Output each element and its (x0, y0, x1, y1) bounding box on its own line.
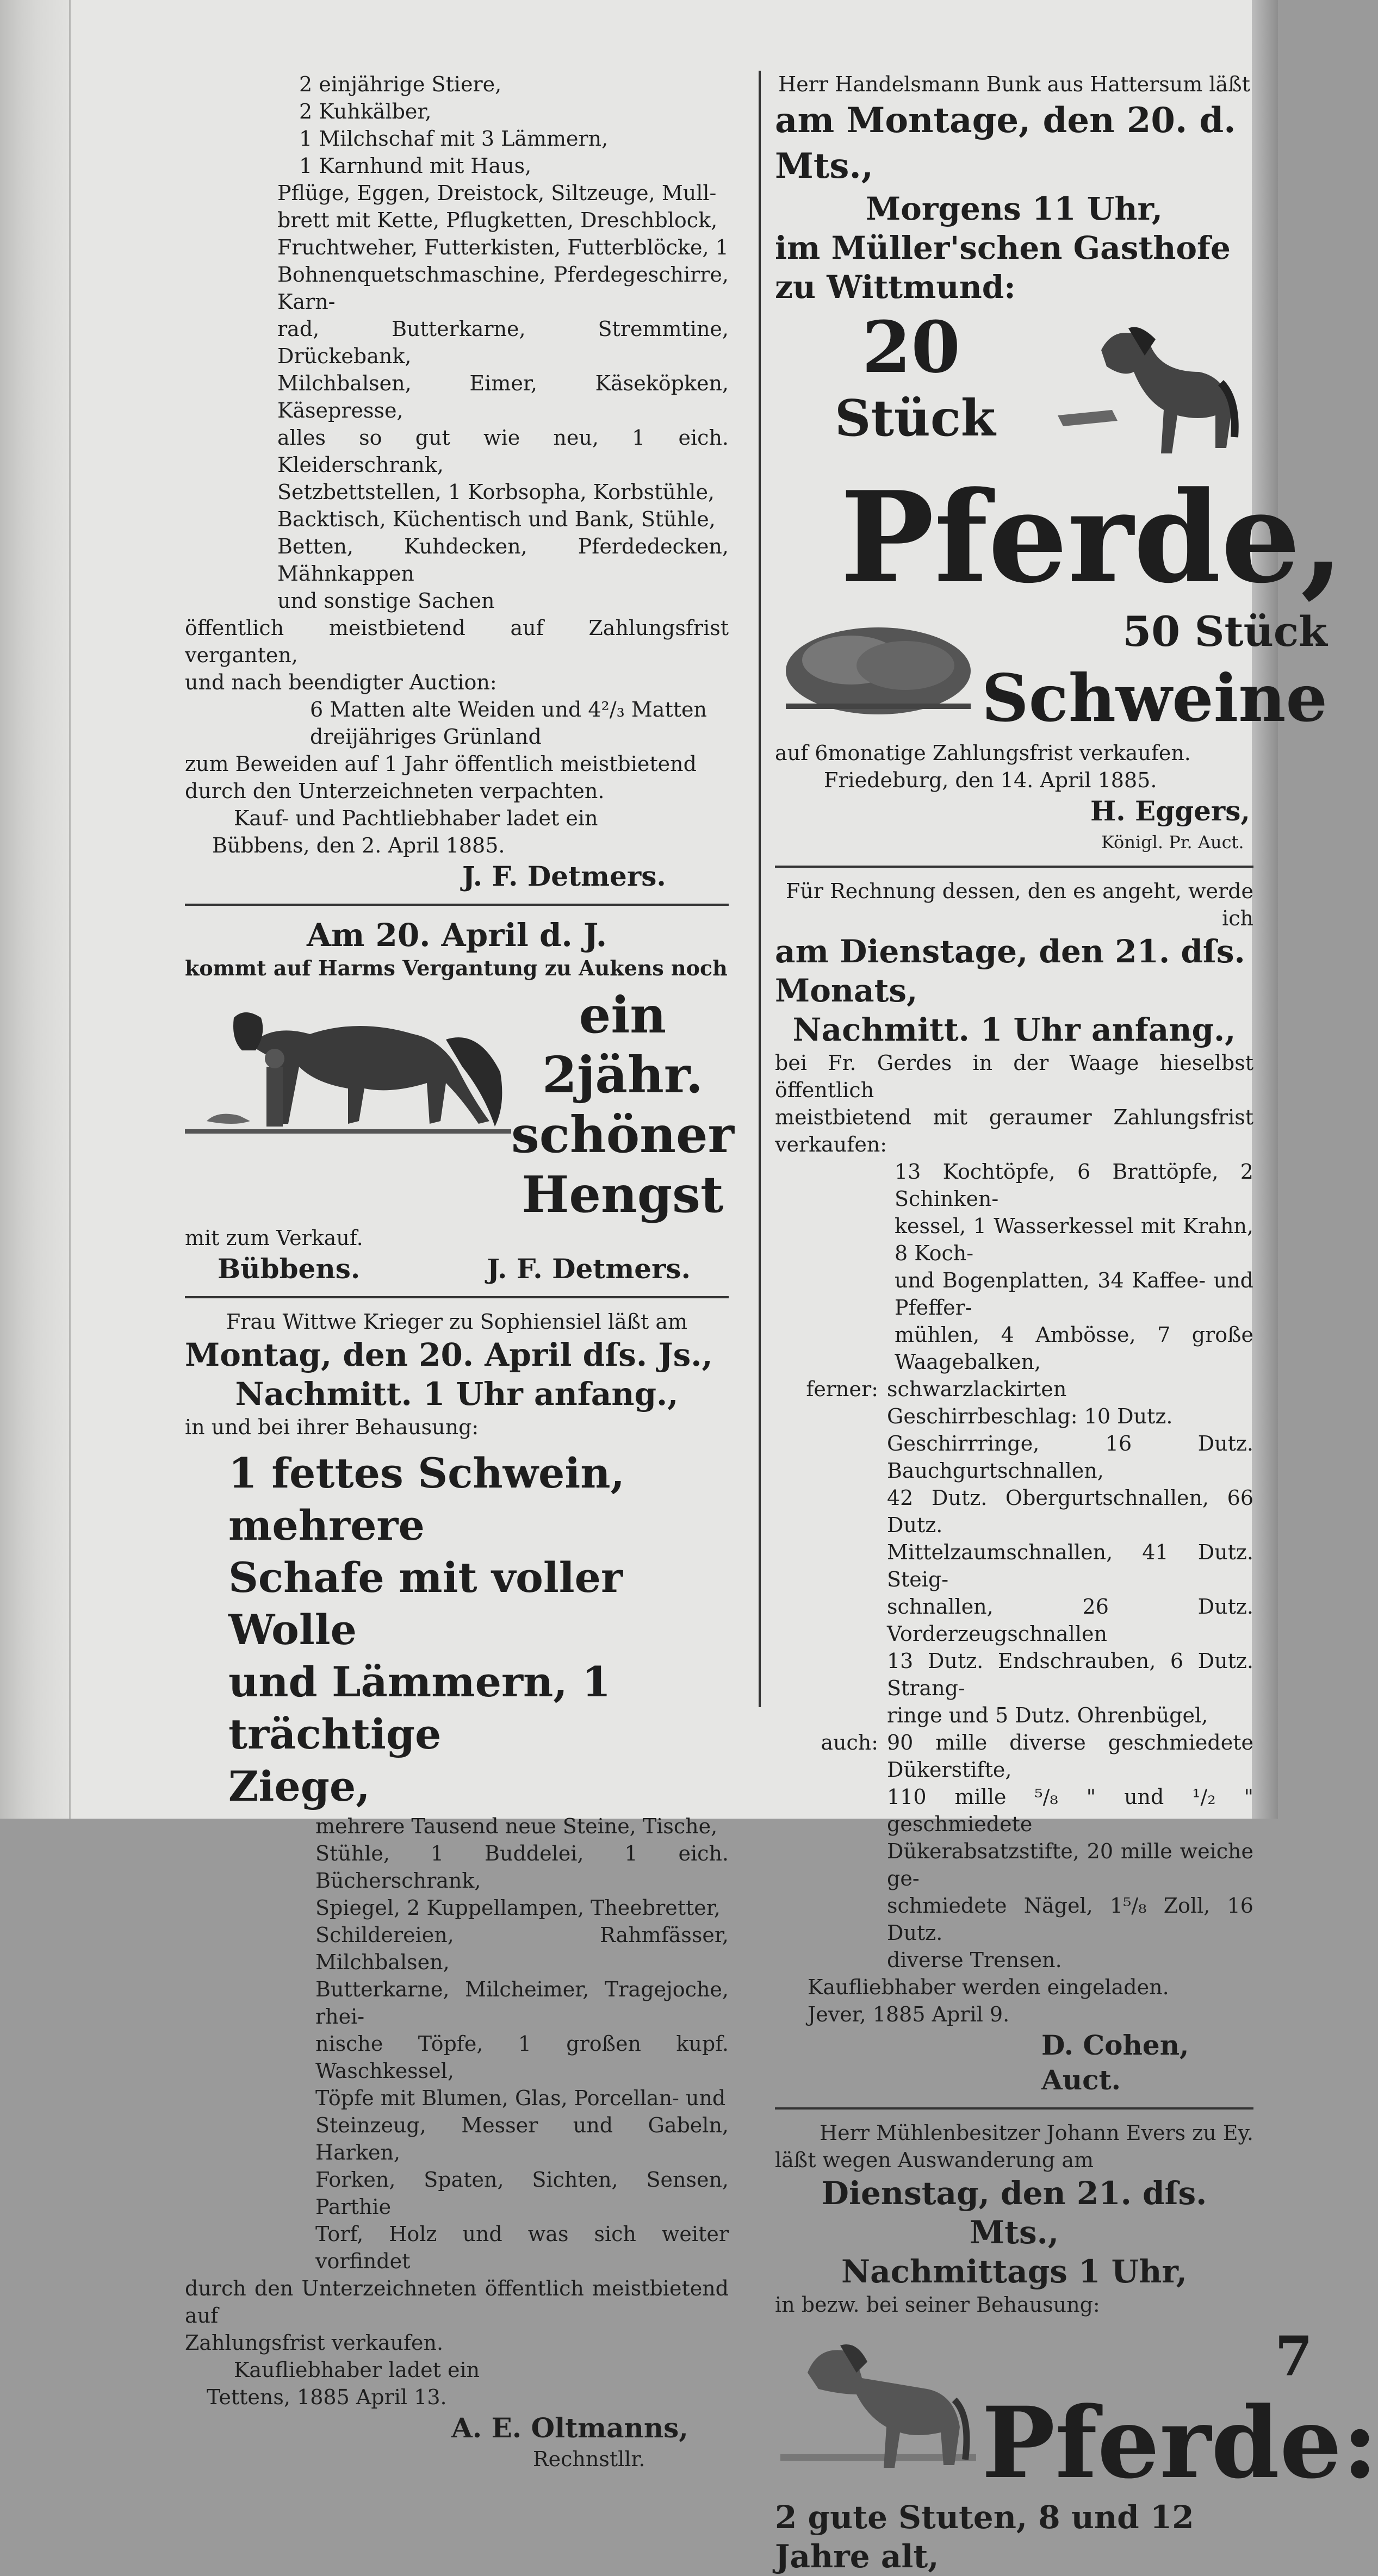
item-line: Milchbalsen, Eimer, Käseköpken, Käsepresse, (277, 371, 729, 422)
place-date: Bübbens, den 2. April 1885. (212, 833, 505, 857)
item-line: Butterkarne, Milcheimer, Tragejoche, rhei- (315, 1977, 729, 2029)
ad-time: Nachmitt. 1 Uhr anfang., (792, 1011, 1236, 1048)
signature: H. Eggers, (1090, 795, 1250, 827)
ad-number: 50 Stück (1122, 607, 1327, 656)
auction-ad-hengst (185, 916, 734, 1286)
ad-time: Morgens 11 Uhr, (865, 190, 1163, 227)
ad-separator (775, 2107, 1253, 2110)
item-line: schwarzlackirten Geschirrbeschlag: 10 Dutz. (887, 1377, 1173, 1428)
invite-line: Kauf- und Pachtliebhaber ladet ein (234, 806, 598, 830)
item-line: Bohnenquetschmaschine, Pferdegeschirre, Karn- (277, 263, 729, 314)
ad-big-text: Ziege, (228, 1762, 370, 1810)
body-line: bei Fr. Gerdes in der Waage hieselbst öffentlich (775, 1051, 1253, 1102)
body-line: durch den Unterzeichneten verpachten. (185, 779, 605, 803)
item-line: Backtisch, Küchentisch und Bank, Stühle, (277, 507, 716, 531)
item-line: 1 Milchschaf mit 3 Lämmern, (299, 127, 609, 151)
body-line: zum Beweiden auf 1 Jahr öffentlich meistbietend (185, 752, 697, 776)
body-line: in bezw. bei seiner Behausung: (775, 2293, 1100, 2317)
auction-ad-cohen (775, 878, 1253, 2098)
item-line: Pflüge, Eggen, Dreistock, Siltzeuge, Mull- (277, 181, 717, 205)
auction-ad-detmers (185, 71, 729, 894)
invite-line: Kaufliebhaber ladet ein (234, 2358, 480, 2382)
page-gutter (0, 0, 71, 1819)
item-line: und sonstige Sachen (277, 589, 495, 613)
body-line: Zahlungsfrist verkaufen. (185, 2331, 444, 2355)
item-line: Dükerabsatzstifte, 20 mille weiche ge- (887, 1839, 1253, 1890)
ad-separator (185, 904, 729, 906)
auction-ad-evers (775, 2119, 1378, 2576)
item-line: ringe und 5 Dutz. Ohrenbügel, (887, 1703, 1208, 1727)
body-line: auf 6monatige Zahlungsfrist verkaufen. (775, 741, 1191, 765)
item-line: 13 Kochtöpfe, 6 Brattöpfe, 2 Schinken- (895, 1160, 1253, 1211)
invite-line: Kaufliebhaber werden eingeladen. (808, 1975, 1169, 1999)
item-line: rad, Butterkarne, Stremmtine, Drückebank, (277, 317, 729, 368)
signature-role: Königl. Pr. Auct. (1101, 832, 1244, 853)
horse-illustration (775, 2324, 982, 2481)
ad-big-text: Schafe mit voller Wolle (228, 1553, 623, 1654)
auction-ad-bunk (775, 71, 1344, 856)
horse-with-handler-illustration (185, 985, 511, 1148)
right-column (775, 71, 1378, 2576)
item-line: Geschirrringe, 16 Dutz. Bauchgurtschnallen, (887, 1432, 1253, 1483)
item-line: brett mit Kette, Pflugketten, Dreschblock, (277, 208, 718, 232)
item-line: kessel, 1 Wasserkessel mit Krahn, 8 Koch- (895, 1214, 1253, 1265)
item-line: 2 Kuhkälber, (299, 99, 432, 123)
ad-big-text: 1 fettes Schwein, mehrere (228, 1449, 625, 1550)
item-line: alles so gut wie neu, 1 eich. Kleiderschrank, (277, 426, 729, 477)
item-line: Setzbettstellen, 1 Korbsopha, Korbstühle, (277, 480, 715, 504)
ad-date: Montag, den 20. April dſs. Js., (185, 1336, 713, 1373)
ad-headline: Am 20. April d. J. (306, 917, 607, 954)
list-label: auch: (821, 1731, 878, 1754)
item-line: 6 Matten alte Weiden und 4²/₃ Matten (310, 698, 707, 721)
item-line: 42 Dutz. Obergurtschnallen, 66 Dutz. (887, 1486, 1253, 1537)
item-line: und Bogenplatten, 34 Kaffee- und Pfeffer- (895, 1268, 1253, 1320)
ad-big-text: ein 2jähr. (542, 986, 703, 1104)
item-line: 1 Karnhund mit Haus, (299, 154, 532, 178)
auction-ad-krieger (185, 1308, 729, 2473)
item-line: schnallen, 26 Dutz. Vorderzeugschnallen (887, 1595, 1253, 1646)
ad-time: Nachmitt. 1 Uhr anfang., (235, 1376, 679, 1413)
item-line: Spiegel, 2 Kuppellampen, Theebretter, (315, 1896, 721, 1920)
item-line: 110 mille ⁵/₈ " und ¹/₂ " geschmiedete (887, 1785, 1253, 1836)
item-line: dreijähriges Grünland (310, 725, 542, 749)
signature: J. F. Detmers. (462, 860, 666, 892)
body-line: kommt auf Harms Vergantung zu Aukens noch (185, 956, 728, 980)
body-line: mit zum Verkauf. (185, 1226, 363, 1250)
place-date: Jever, 1885 April 9. (808, 2002, 1010, 2026)
item-line: mehrere Tausend neue Steine, Tische, (315, 1814, 718, 1838)
item-line: Fruchtweher, Futterkisten, Futterblöcke, 1 (277, 235, 729, 259)
pigs-illustration (775, 606, 982, 736)
ad-tail: 2 gute Stuten, 8 und 12 Jahre alt, (775, 2499, 1194, 2575)
left-column (185, 71, 734, 2473)
item-line: Betten, Kuhdecken, Pferdedecken, Mähnkappen (277, 534, 729, 586)
ad-separator (775, 866, 1253, 868)
item-line: diverse Trensen. (887, 1948, 1062, 1972)
ad-separator (185, 1296, 729, 1298)
ad-big-text: schöner (511, 1105, 734, 1164)
body-line: durch den Unterzeichneten öffentlich meistbietend auf (185, 2276, 729, 2328)
item-line: Steinzeug, Messer und Gabeln, Harken, (315, 2113, 729, 2164)
ad-big-text: Pferde: (982, 2386, 1378, 2500)
signature: D. Cohen, Auct. (1041, 2029, 1189, 2096)
item-line: Stühle, 1 Buddelei, 1 eich. Bücherschrank, (315, 1841, 729, 1893)
ad-number: 20 (862, 306, 960, 389)
ad-date: am Dienstage, den 21. dſs. Monats, (775, 933, 1245, 1009)
signature: J. F. Detmers. (487, 1253, 691, 1285)
place-date: Friedeburg, den 14. April 1885. (824, 768, 1157, 792)
body-line: Frau Wittwe Krieger zu Sophiensiel läßt am (226, 1310, 688, 1334)
body-line: und nach beendigter Auction: (185, 670, 497, 694)
item-line: schmiedete Nägel, 1⁵/₈ Zoll, 16 Dutz. (887, 1894, 1253, 1945)
place: Bübbens. (218, 1253, 361, 1285)
body-line: öffentlich meistbietend auf Zahlungsfrist verganten, (185, 616, 729, 667)
scan-edge (1252, 0, 1278, 1819)
item-line: Forken, Spaten, Sichten, Sensen, Parthie (315, 2168, 729, 2219)
item-line: Schildereien, Rahmfässer, Milchbalsen, (315, 1923, 729, 1974)
item-line: Torf, Holz und was sich weiter vorfindet (315, 2222, 729, 2273)
body-line: Für Rechnung dessen, den es angeht, werde ich (786, 879, 1253, 930)
ad-big-text: und Lämmern, 1 trächtige (228, 1658, 611, 1758)
ad-time: Nachmittags 1 Uhr, (841, 2253, 1187, 2290)
body-line: Herr Mühlenbesitzer Johann Evers zu Ey. (819, 2121, 1253, 2145)
item-line: Mittelzaumschnallen, 41 Dutz. Steig- (887, 1540, 1253, 1591)
item-line: mühlen, 4 Ambösse, 7 große Waagebalken, (895, 1323, 1253, 1374)
column-divider (759, 71, 761, 1707)
place-date: Tettens, 1885 April 13. (207, 2385, 447, 2409)
ad-date: am Montage, den 20. d. Mts., (775, 100, 1236, 186)
ad-big-text: Stück (835, 389, 996, 447)
ad-big-text: Hengst (522, 1165, 724, 1224)
item-line: nische Töpfe, 1 großen kupf. Waschkessel, (315, 2032, 729, 2083)
ad-big-text: Schweine (982, 660, 1327, 737)
body-line: Herr Handelsmann Bunk aus Hattersum läßt (778, 72, 1250, 96)
item-line: 2 einjährige Stiere, (299, 72, 502, 96)
ad-big-text: Pferde, (840, 464, 1344, 611)
ad-location: im Müller'schen Gasthofe zu Wittmund: (775, 229, 1231, 306)
item-line: 13 Dutz. Endschrauben, 6 Dutz. Strang- (887, 1649, 1253, 1700)
ad-date: Dienstag, den 21. dſs. Mts., (821, 2175, 1207, 2251)
body-line: meistbietend mit geraumer Zahlungsfrist verkaufen: (775, 1105, 1253, 1156)
list-label: ferner: (806, 1377, 878, 1401)
item-line: Töpfe mit Blumen, Glas, Porcellan- und (315, 2086, 726, 2110)
body-line: in und bei ihrer Behausung: (185, 1415, 479, 1439)
body-line: läßt wegen Auswanderung am (775, 2148, 1094, 2172)
item-line: 90 mille diverse geschmiedete Dükerstifte, (887, 1731, 1253, 1782)
ad-number: 7 (1275, 2324, 1313, 2388)
horse-illustration (1036, 307, 1243, 470)
signature-role: Rechnstllr. (533, 2447, 645, 2471)
signature: A. E. Oltmanns, (451, 2412, 688, 2444)
